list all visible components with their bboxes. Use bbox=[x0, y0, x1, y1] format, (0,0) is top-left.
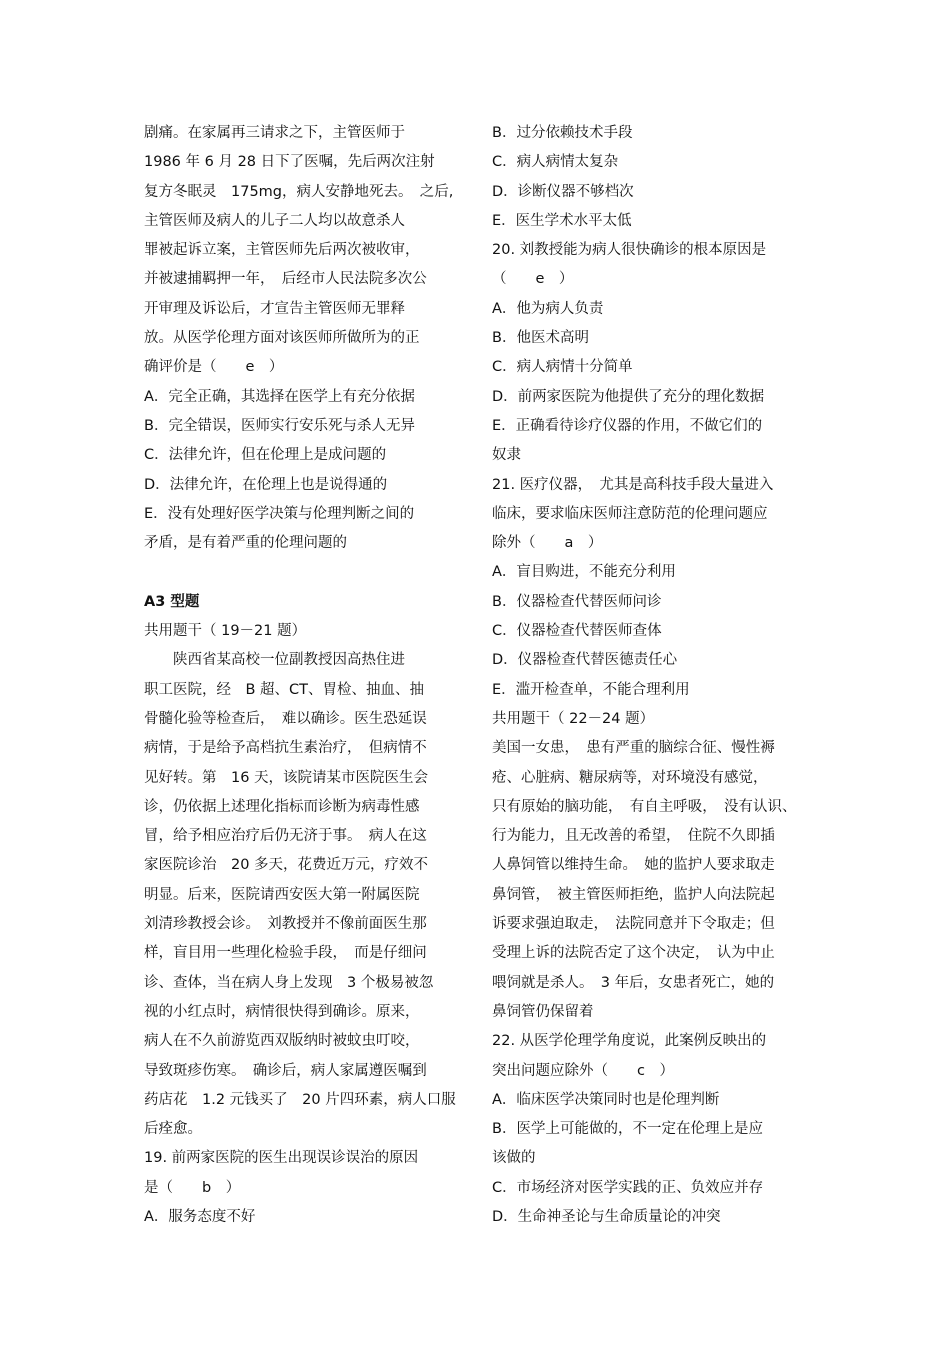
text-line: 病情，于是给予高档抗生素治疗， 但病情不 bbox=[144, 740, 427, 757]
text-line: 只有原始的脑功能， 有自主呼吸， 没有认识、 bbox=[492, 798, 797, 815]
text-line: D．前两家医院为他提供了充分的理化数据 bbox=[492, 388, 765, 405]
text-line: A．盲目购进，不能充分利用 bbox=[492, 564, 676, 581]
text-line: 主管医师及病人的儿子二人均以故意杀人 bbox=[144, 212, 405, 229]
text-line: 后痊愈。 bbox=[144, 1121, 202, 1138]
text-line: 并被逮捕羁押一年， 后经市人民法院多次公 bbox=[144, 271, 427, 288]
text-line: 20. 刘教授能为病人很快确诊的根本原因是 bbox=[492, 242, 767, 259]
right-column bbox=[492, 119, 822, 1232]
text-line: 受理上诉的法院否定了这个决定， 认为中止 bbox=[492, 945, 775, 962]
text-line: 陕西省某高校一位副教授因高热住进 bbox=[144, 652, 405, 669]
text-line: B．他医术高明 bbox=[492, 330, 589, 347]
text-line: 共用题干（ 22－24 题） bbox=[492, 710, 655, 727]
text-line: 冒，给予相应治疗后仍无济于事。 病人在这 bbox=[144, 828, 427, 845]
text-line: 临床，要求临床医师注意防范的伦理问题应 bbox=[492, 505, 768, 522]
text-line: A．完全正确，其选择在医学上有充分依据 bbox=[144, 388, 415, 405]
text-line: 明显。后来，医院请西安医大第一附属医院 bbox=[144, 886, 420, 903]
text-line: 鼻饲管， 被主管医师拒绝，监护人向法院起 bbox=[492, 886, 775, 903]
text-line: B．仪器检查代替医师问诊 bbox=[492, 593, 662, 610]
text-line: 罪被起诉立案，主管医师先后两次被收审， bbox=[144, 242, 420, 259]
text-line: A．临床医学决策同时也是伦理判断 bbox=[492, 1091, 720, 1108]
text-line: 确评价是（ e ） bbox=[144, 359, 284, 376]
text-line: 复方冬眠灵 175mg，病人安静地死去。 之后, bbox=[144, 183, 454, 200]
text-line: 是（ b ） bbox=[144, 1179, 241, 1196]
text-line: E．医生学术水平太低 bbox=[492, 212, 632, 229]
text-line: E．滥开检查单，不能合理利用 bbox=[492, 681, 690, 698]
text-line: 行为能力，且无改善的希望， 住院不久即插 bbox=[492, 828, 775, 845]
text-line: 职工医院，经 B 超、CT、胃检、抽血、抽 bbox=[144, 681, 425, 698]
text-line: 诊、查体，当在病人身上发现 3 个极易被忽 bbox=[144, 974, 434, 991]
text-line: 突出问题应除外（ c ） bbox=[492, 1062, 674, 1079]
text-line: B．过分依赖技术手段 bbox=[492, 125, 633, 141]
text-line: A．服务态度不好 bbox=[144, 1208, 256, 1225]
text-line: C．法律允许，但在伦理上是成问题的 bbox=[144, 447, 387, 464]
text-line: 该做的 bbox=[492, 1150, 536, 1167]
text-line: 除外（ a ） bbox=[492, 535, 603, 552]
text-line: D．仪器检查代替医德责任心 bbox=[492, 652, 678, 669]
text-line: 矛盾，是有着严重的伦理问题的 bbox=[144, 535, 347, 552]
text-line: 刘清珍教授会诊。 刘教授并不像前面医生那 bbox=[144, 916, 427, 933]
text-line: 鼻饲管仍保留着 bbox=[492, 1003, 594, 1020]
left-column bbox=[144, 119, 464, 1232]
text-line: A3 型题 bbox=[144, 593, 200, 610]
text-line: 样，盲目用一些理化检验手段， 而是仔细问 bbox=[144, 945, 427, 962]
text-line: （ e ） bbox=[492, 271, 574, 288]
text-line: C．病人病情太复杂 bbox=[492, 154, 619, 171]
text-line: C．市场经济对医学实践的正、负效应并存 bbox=[492, 1179, 764, 1196]
text-line: 骨髓化验等检查后， 难以确诊。医生恐延误 bbox=[144, 710, 427, 727]
text-line: B．医学上可能做的，不一定在伦理上是应 bbox=[492, 1121, 763, 1138]
text-line: 诉要求强迫取走， 法院同意并下令取走；但 bbox=[492, 916, 775, 933]
blank-line bbox=[144, 558, 464, 587]
text-line: E．正确看待诊疗仪器的作用，不做它们的 bbox=[492, 417, 763, 434]
text-line: 21. 医疗仪器， 尤其是高科技手段大量进入 bbox=[492, 476, 774, 493]
text-line: 共用题干（ 19－21 题） bbox=[144, 623, 307, 640]
text-line: 诊，仍依据上述理化指标而诊断为病毒性感 bbox=[144, 798, 420, 815]
text-line: 药店花 1.2 元钱买了 20 片四环素，病人口服 bbox=[144, 1091, 456, 1108]
text-line: 剧痛。在家属再三请求之下，主管医师于 bbox=[144, 125, 405, 141]
text-line: 美国一女患， 患有严重的脑综合征、慢性褥 bbox=[492, 740, 775, 757]
text-line: A．他为病人负责 bbox=[492, 300, 604, 317]
text-line: C．病人病情十分简单 bbox=[492, 359, 633, 376]
text-line: D．生命神圣论与生命质量论的冲突 bbox=[492, 1208, 721, 1225]
text-line: D．法律允许，在伦理上也是说得通的 bbox=[144, 476, 388, 493]
text-line: E．没有处理好医学决策与伦理判断之间的 bbox=[144, 505, 415, 522]
text-line: 疮、心脏病、糖尿病等，对环境没有感觉， bbox=[492, 769, 768, 786]
text-line: 视的小红点时，病情很快得到确诊。原来， bbox=[144, 1003, 420, 1020]
text-line: 1986 年 6 月 28 日下了医嘱，先后两次注射 bbox=[144, 154, 435, 171]
text-line: 放。从医学伦理方面对该医师所做所为的正 bbox=[144, 330, 420, 347]
text-line: 奴隶 bbox=[492, 447, 521, 464]
text-line: 见好转。第 16 天，该院请某市医院医生会 bbox=[144, 769, 429, 786]
text-line: B．完全错误，医师实行安乐死与杀人无异 bbox=[144, 417, 415, 434]
text-line: D．诊断仪器不够档次 bbox=[492, 183, 634, 200]
text-line: 人鼻饲管以维持生命。 她的监护人要求取走 bbox=[492, 857, 775, 874]
text-line: 22. 从医学伦理学角度说，此案例反映出的 bbox=[492, 1033, 767, 1050]
text-line: 病人在不久前游览西双版纳时被蚊虫叮咬， bbox=[144, 1033, 420, 1050]
text-line: 家医院诊治 20 多天，花费近万元，疗效不 bbox=[144, 857, 429, 874]
text-line: 开审理及诉讼后，才宣告主管医师无罪释 bbox=[144, 300, 405, 317]
text-line: 喂饲就是杀人。 3 年后，女患者死亡，她的 bbox=[492, 974, 775, 991]
text-line: 导致斑疹伤寒。 确诊后，病人家属遵医嘱到 bbox=[144, 1062, 427, 1079]
text-line: 19. 前两家医院的医生出现误诊误治的原因 bbox=[144, 1150, 419, 1167]
text-line: C．仪器检查代替医师查体 bbox=[492, 623, 662, 640]
